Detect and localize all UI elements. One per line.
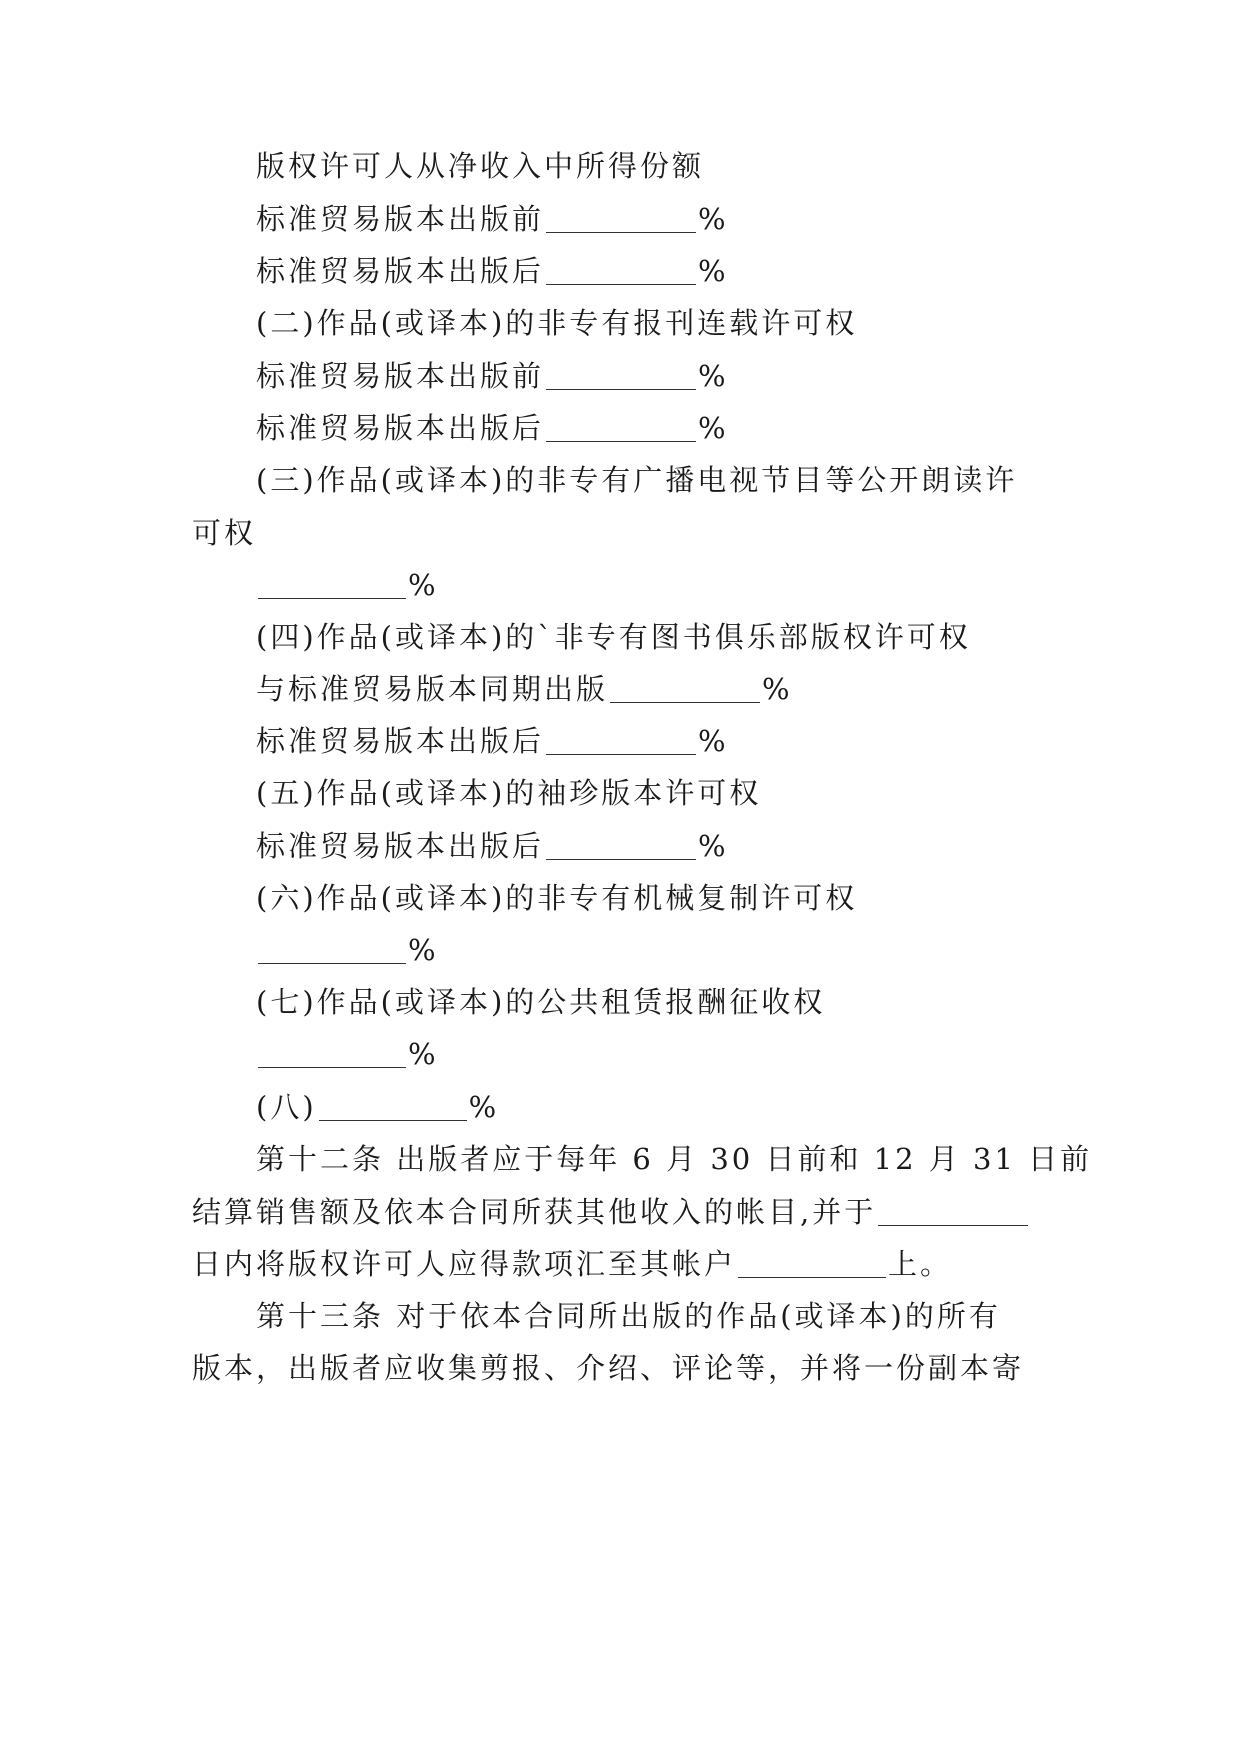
line-text: (五)作品(或译本)的袖珍版本许可权 (256, 776, 762, 810)
fill-blank (546, 411, 696, 442)
fill-blank (610, 672, 760, 703)
fill-blank (546, 202, 696, 233)
text-line (256, 878, 857, 918)
fill-blank (258, 933, 406, 964)
line-text: (三)作品(或译本)的非专有广播电视节目等公开朗读许 (256, 463, 1018, 497)
percent-sign: % (408, 1037, 439, 1071)
text-line (256, 565, 439, 605)
percent-sign: % (698, 724, 729, 758)
line-text: 第十三条 对于依本合同所出版的作品(或译本)的所有 (256, 1299, 1001, 1333)
text-line (256, 356, 729, 396)
line-text: (四)作品(或译本)的`非专有图书俱乐部版权许可权 (256, 620, 971, 654)
text-line (256, 982, 825, 1022)
text-line (192, 513, 256, 553)
percent-sign: % (698, 829, 729, 863)
text-line (256, 1034, 439, 1074)
line-text: 版本，出版者应收集剪报、介绍、评论等，并将一份副本寄 (192, 1351, 1025, 1385)
text-line (256, 408, 729, 448)
percent-sign: % (698, 411, 729, 445)
line-text: (六)作品(或译本)的非专有机械复制许可权 (256, 881, 858, 915)
line-text: 标准贸易版本出版前 (256, 359, 545, 393)
line-text: 与标准贸易版本同期出版 (256, 672, 609, 706)
text-line (256, 826, 729, 866)
percent-sign: % (762, 672, 793, 706)
fill-blank (738, 1247, 886, 1278)
line-text: 第十二条 出版者应于每年 6 月 30 日前和 12 月 31 日前 (256, 1142, 1093, 1176)
line-text: 日内将版权许可人应得款项汇至其帐户 (192, 1247, 737, 1281)
fill-blank (546, 724, 696, 755)
text-line (256, 251, 729, 291)
text-line (256, 1296, 1001, 1336)
text-line (192, 1192, 1030, 1232)
text-line (256, 303, 857, 343)
line-text: (八) (256, 1090, 317, 1124)
fill-blank (878, 1195, 1028, 1226)
text-line (256, 617, 971, 657)
fill-blank (546, 254, 696, 285)
fill-blank (319, 1090, 467, 1121)
fill-blank (546, 359, 696, 390)
text-line (256, 146, 704, 186)
line-text: (二)作品(或译本)的非专有报刊连载许可权 (256, 306, 858, 340)
percent-sign: % (698, 202, 729, 236)
percent-sign: % (468, 1090, 500, 1124)
line-text: 标准贸易版本出版后 (256, 254, 545, 288)
fill-blank (546, 829, 696, 860)
text-line (256, 1087, 499, 1127)
line-text: 标准贸易版本出版前 (256, 202, 545, 236)
percent-sign: % (698, 254, 729, 288)
text-line (256, 773, 761, 813)
text-line (256, 1139, 1092, 1179)
text-line (192, 1244, 952, 1284)
line-text: 标准贸易版本出版后 (256, 829, 545, 863)
text-line (256, 199, 729, 239)
line-text: 上。 (888, 1247, 953, 1281)
percent-sign: % (408, 568, 439, 602)
text-line (256, 721, 729, 761)
line-text: 标准贸易版本出版后 (256, 724, 545, 758)
text-line (256, 669, 793, 709)
text-line (192, 1348, 1024, 1388)
line-text: 可权 (192, 516, 257, 550)
text-line (256, 930, 439, 970)
fill-blank (258, 1037, 406, 1068)
percent-sign: % (698, 359, 729, 393)
line-text: (七)作品(或译本)的公共租赁报酬征收权 (256, 985, 826, 1019)
text-line (256, 460, 1017, 500)
percent-sign: % (408, 933, 439, 967)
line-text: 标准贸易版本出版后 (256, 411, 545, 445)
line-text: 结算销售额及依本合同所获其他收入的帐目,并于 (192, 1195, 877, 1229)
fill-blank (258, 568, 406, 599)
line-text: 版权许可人从净收入中所得份额 (256, 149, 705, 183)
